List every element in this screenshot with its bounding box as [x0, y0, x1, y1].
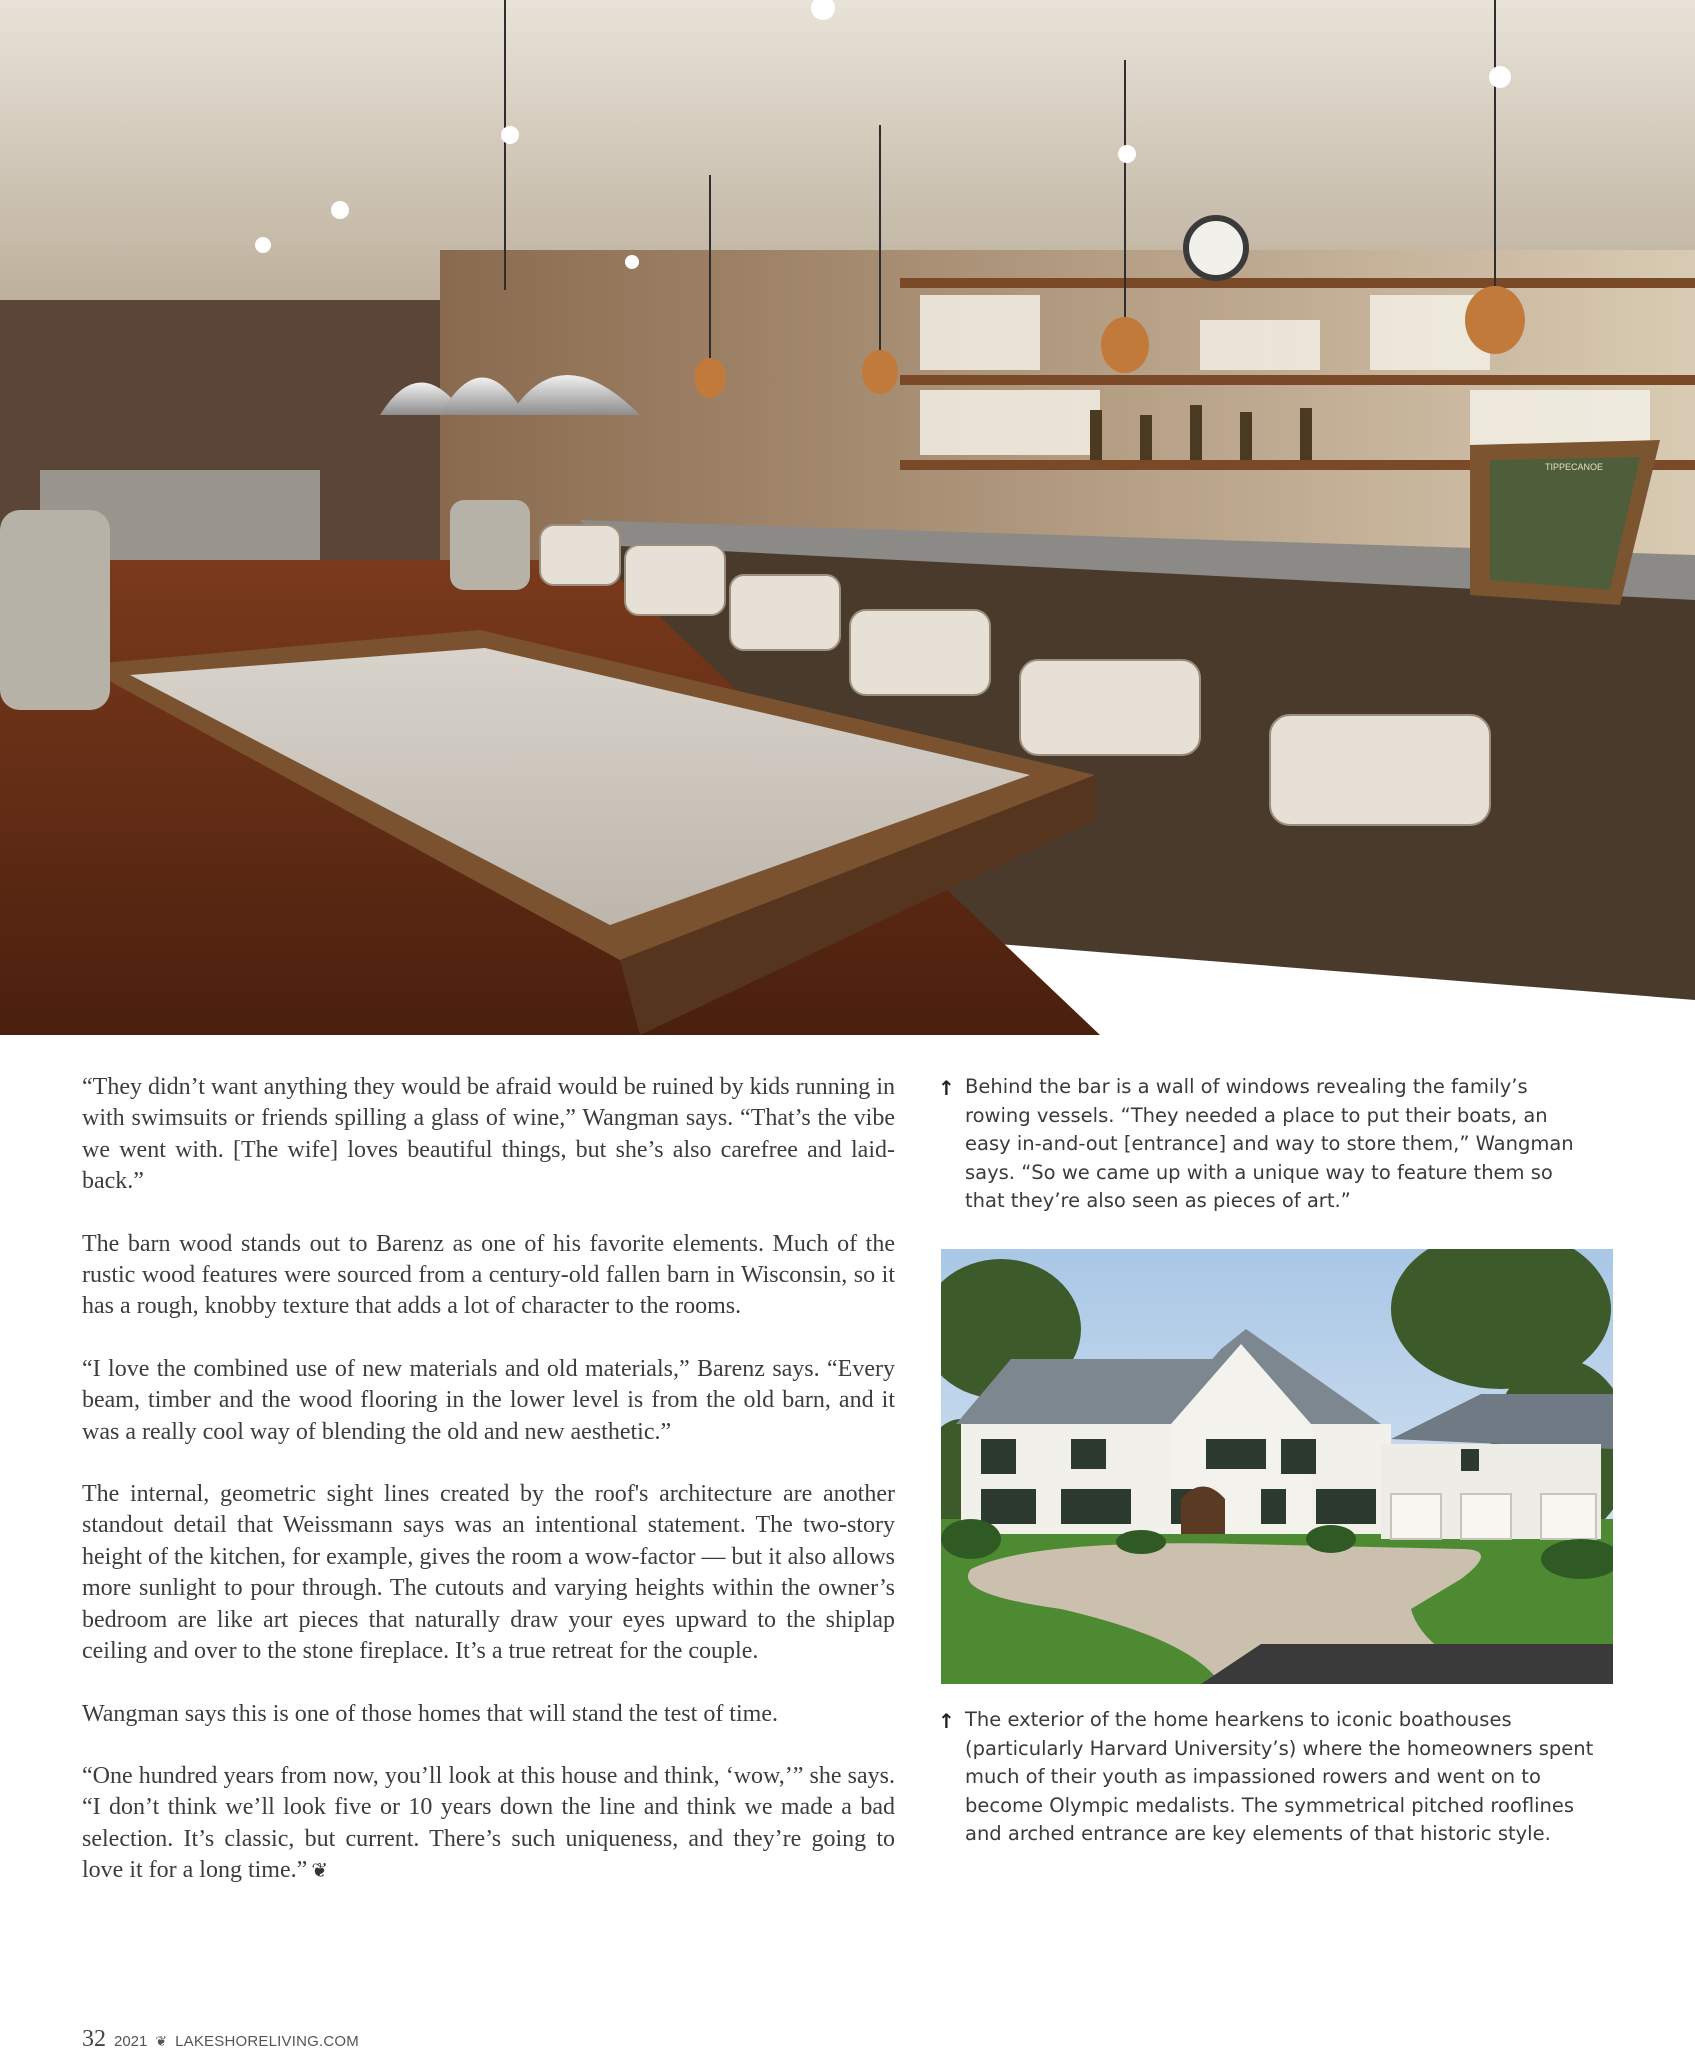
caption-exterior-text: The exterior of the home hearkens to iconic boathouses (particularly Harvard University’s) where the homeowners spent much of their youth as impassioned rowers and went on to become Olympic medalists. The symmetrical pitched rooflines and arched entrance are key elements of that historic style.: [965, 1708, 1594, 1846]
tippecanoe-sign-text: TIPPECANOE: [1545, 462, 1604, 472]
article-paragraph: The internal, geometric sight lines created by the roof's architecture are another standout detail that Weissmann says was an intentional statement. The two-story height of the kitchen, for example, gives the room a wow-factor — but it also allows more sunlight to pour through. The cutouts and varying heights within the owner’s bedroom are like art pieces that naturally draw your eyes upward to the shiplap ceiling and over to the stone fireplace. It’s a true retreat for the couple.: [82, 1481, 895, 1665]
caption-bar: [938, 1073, 1598, 1216]
article-paragraph: Wangman says this is one of those homes that will stand the test of time.: [82, 1700, 778, 1727]
fleuron-icon: ❦: [155, 2034, 168, 2050]
article-paragraph-last: [82, 1761, 895, 1887]
exterior-photo: [941, 1249, 1613, 1684]
article-paragraph: The barn wood stands out to Barenz as one of his favorite elements. Much of the rustic wood features were sourced from a century-old fallen barn in Wisconsin, so it has a rough, knobby texture that adds a lot of character to the rooms.: [82, 1230, 895, 1320]
issue-year: 2021: [114, 2033, 148, 2050]
article-paragraph-text: “One hundred years from now, you’ll look at this house and think, ‘wow,’” she says. “I don’t think we’ll look five or 10 years down the line and think we made a bad selection. It’s classic, but current. There’s such uniqueness, and they’re going to love it for a long time.”: [82, 1762, 895, 1884]
caption-exterior: [938, 1706, 1598, 1849]
arrow-up-icon: ↑: [938, 1076, 955, 1100]
end-mark-icon: ❦: [311, 1858, 329, 1883]
website-url[interactable]: LAKESHORELIVING.COM: [175, 2033, 359, 2050]
article-paragraph: “I love the combined use of new materials and old materials,” Barenz says. “Every beam, timber and the wood flooring in the lower level is from the old barn, and it was a really cool way of blending the old and new aesthetic.”: [82, 1355, 895, 1445]
article-body: [82, 1072, 895, 1887]
article-paragraph: “They didn’t want anything they would be afraid would be ruined by kids running in with swimsuits or friends spilling a glass of wine,” Wangman says. “That’s the vibe we went with. [The wife] loves beautiful things, but she’s also carefree and laid-back.”: [82, 1074, 895, 1195]
page-number: 32: [82, 2026, 106, 2052]
caption-bar-text: Behind the bar is a wall of windows revealing the family’s rowing vessels. “They needed a place to put their boats, an easy in-and-out [entrance] and way to store them,” Wangman says. “So we came up with a unique way to feature them so that they’re also seen as pieces of art.”: [965, 1075, 1574, 1213]
arrow-up-icon: ↑: [938, 1709, 955, 1733]
house-exterior-illustration: [941, 1249, 1613, 1684]
page-folio: [82, 2026, 359, 2053]
